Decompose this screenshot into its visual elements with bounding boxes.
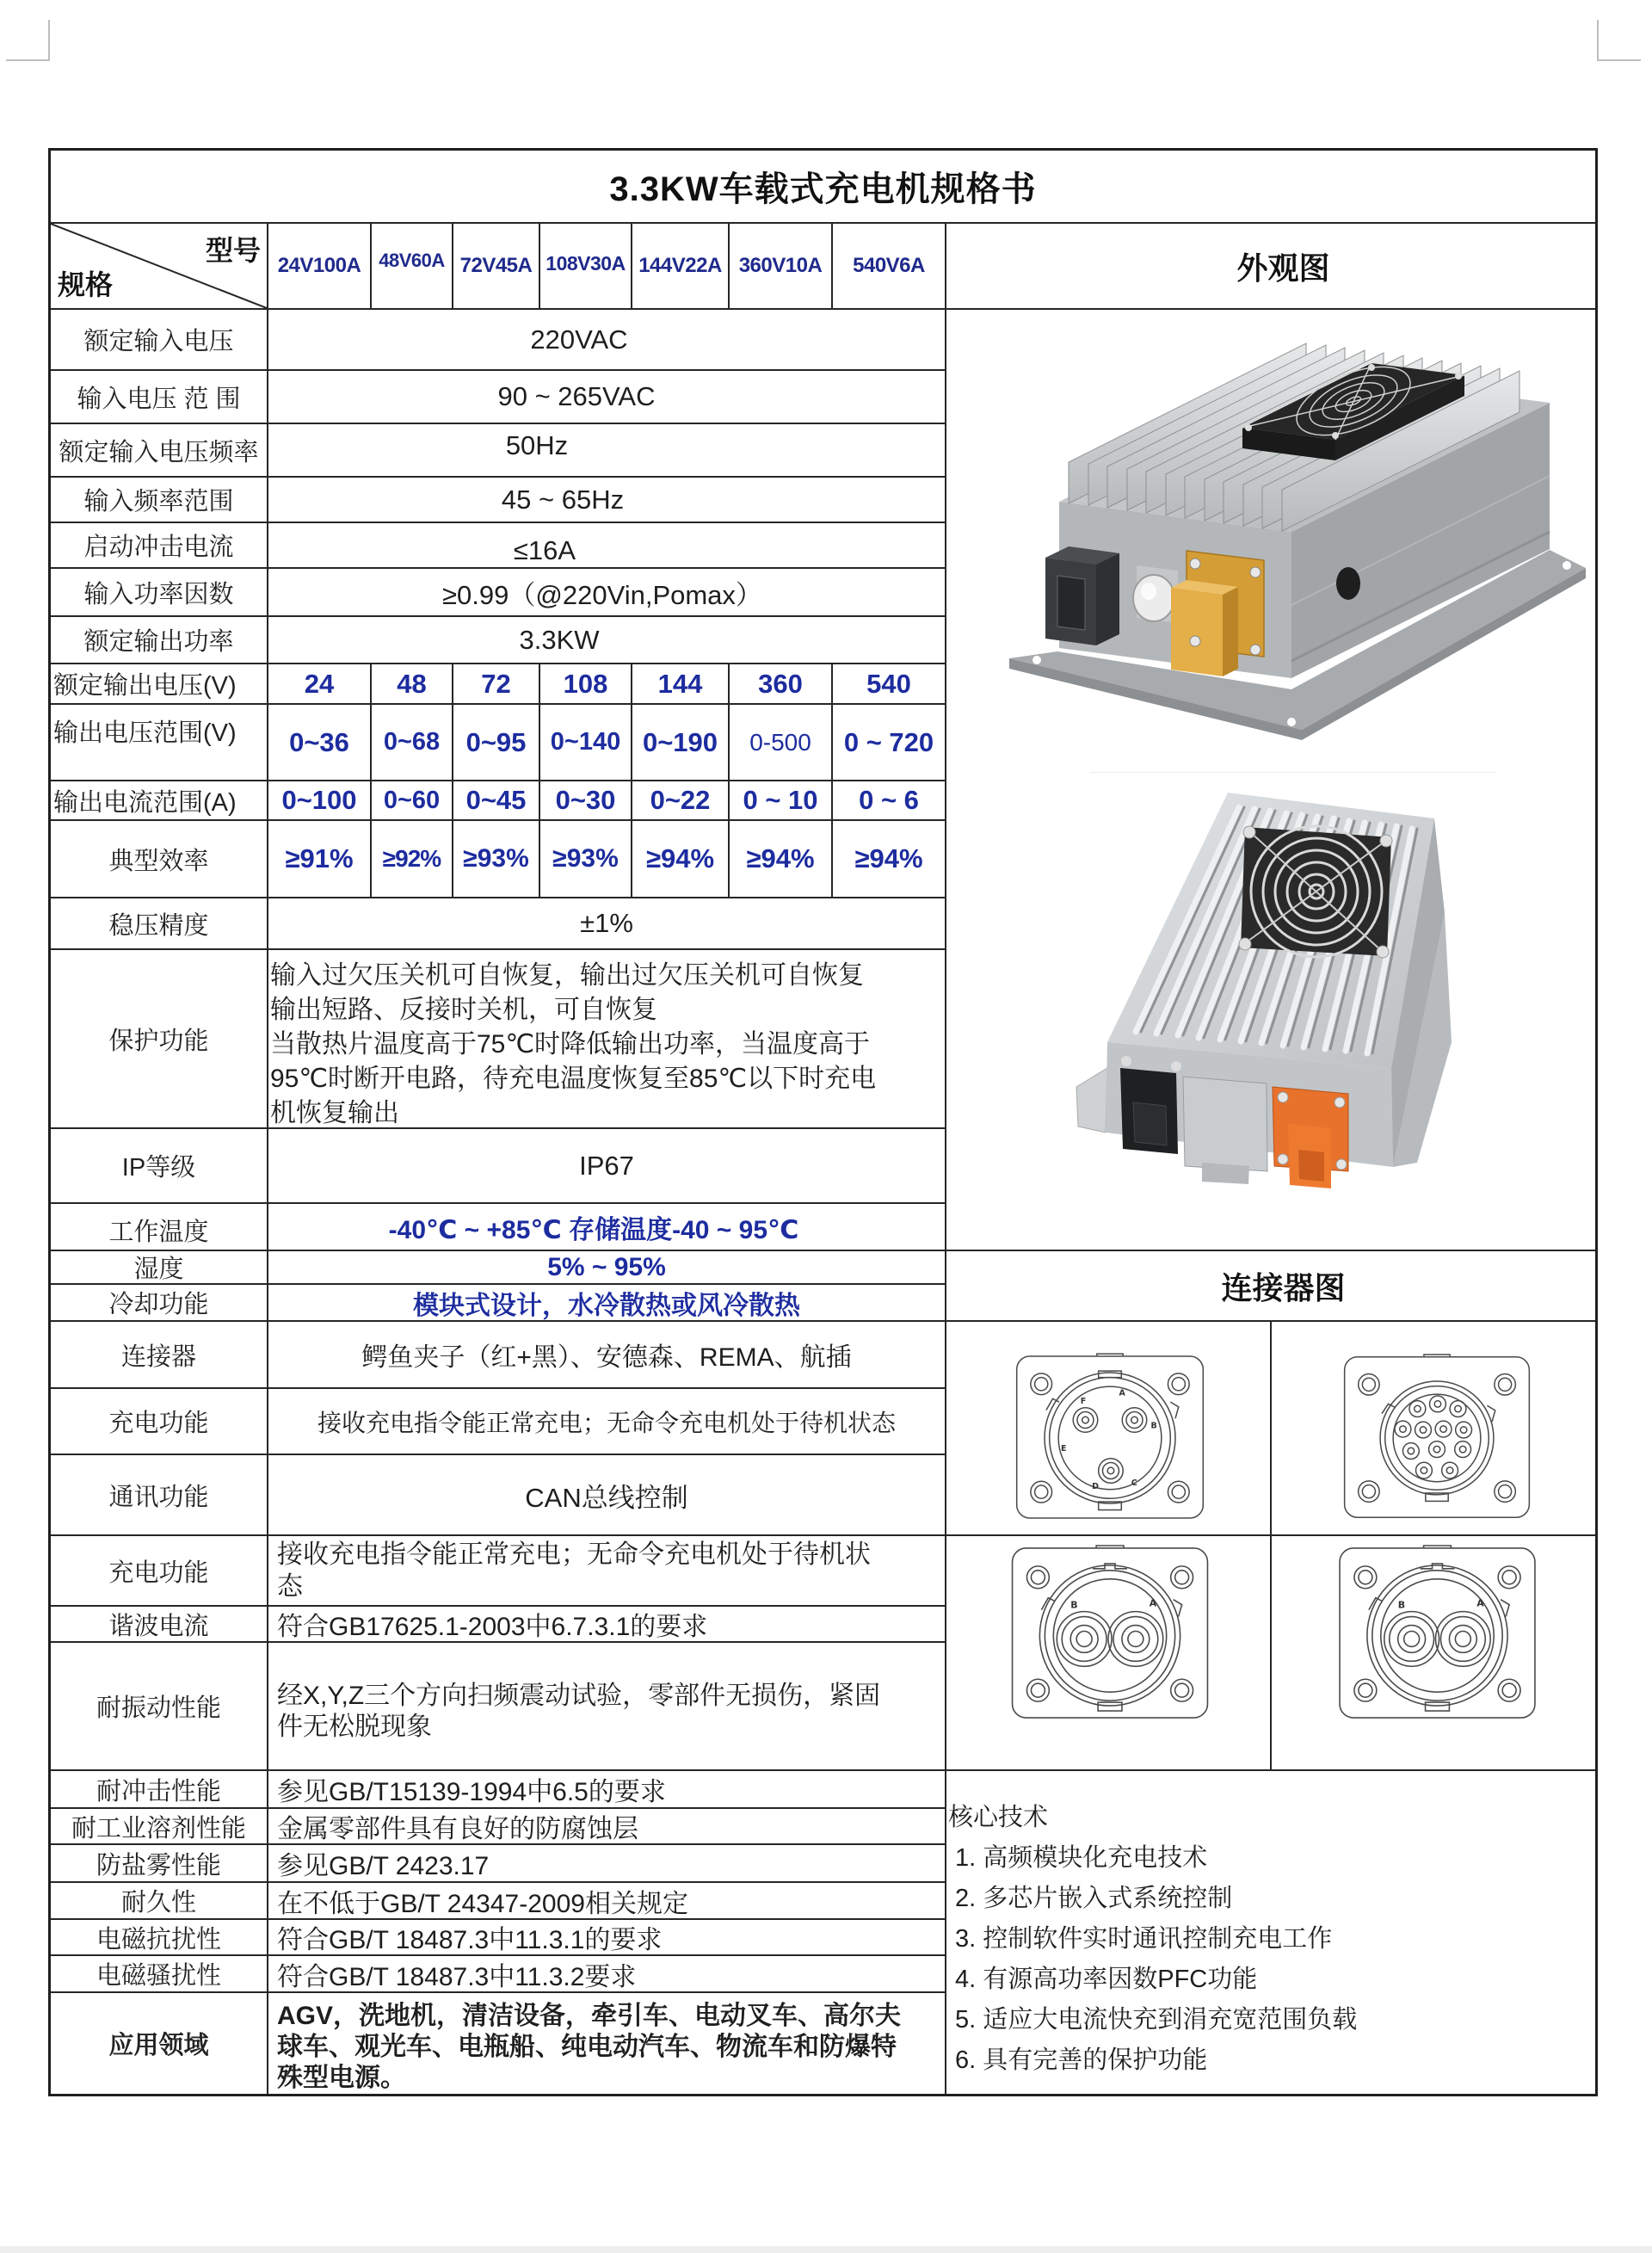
model-header-108v30a: 108V30A (539, 222, 632, 310)
spec-value-emc-immunity: 符合GB/T 18487.3中11.3.1的要求 (267, 1918, 946, 1956)
pin-label: F (1080, 1397, 1087, 1407)
core-technology-panel (945, 1769, 1598, 2096)
pin-label: B (1070, 1599, 1078, 1611)
spec-label-durability: 耐久性 (49, 1881, 268, 1920)
pin-label: E (1061, 1444, 1067, 1454)
spec-value-emc-emission: 符合GB/T 18487.3中11.3.2要求 (267, 1954, 946, 1993)
spec-value-humidity: 5% ~ 95% (267, 1250, 946, 1285)
connector-diagram-title: 连接器图 (945, 1250, 1598, 1322)
photo-separator-line (1090, 772, 1496, 773)
model-axis-label: 型号 (206, 235, 262, 266)
efficiency-cell: ≥91% (267, 819, 372, 898)
appearance-title: 外观图 (945, 222, 1598, 310)
core-technology-item: 6. 具有完善的保护功能 (955, 2046, 1208, 2074)
spec-value-inrush-current: ≤16A (267, 522, 946, 569)
charging-function-line: 接收充电指令能正常充电；无命令充电机处于待机状 (277, 1540, 871, 1569)
spec-value-shock: 参见GB/T15139-1994中6.5的要求 (267, 1769, 946, 1809)
core-technology-item: 2. 多芯片嵌入式系统控制 (955, 1885, 1233, 1912)
spec-label-charging-function: 充电功能 (49, 1387, 268, 1455)
output-label-voltage-range: 输出电压范围(V) (49, 703, 268, 781)
connector-cell-4 (1270, 1534, 1597, 1771)
core-technology-item: 3. 控制软件实时通讯控制充电工作 (955, 1925, 1333, 1953)
core-technology-item: 1. 高频模块化充电技术 (955, 1844, 1208, 1872)
charger-silver-orange-connector-photo (1073, 784, 1454, 1192)
output-rated-voltage-cell: 540 (831, 663, 946, 705)
output-voltage-range-cell: 0~95 (452, 703, 540, 781)
efficiency-cell: ≥94% (728, 819, 833, 898)
spec-label-vibration: 耐振动性能 (49, 1641, 268, 1771)
spec-value-input-power-factor: ≥0.99（@220Vin,Pomax） (267, 567, 946, 617)
spec-value-charging-function-2 (267, 1534, 946, 1607)
efficiency-cell: ≥92% (370, 819, 453, 898)
spec-label-humidity: 湿度 (49, 1250, 268, 1285)
spec-value-regulation-accuracy: ±1% (267, 897, 946, 950)
spec-label-inrush-current: 启动冲击电流 (49, 522, 268, 569)
pin-label: A (1149, 1597, 1157, 1609)
spec-value-input-frequency-range: 45 ~ 65Hz (267, 476, 946, 523)
spec-value-input-voltage-range: 90 ~ 265VAC (267, 369, 946, 424)
core-technology-item: 4. 有源高功率因数PFC功能 (955, 1966, 1258, 1993)
protection-line: 95℃时断开电路，待充电温度恢复至85℃以下时充电 (270, 1065, 877, 1093)
spec-value-charging-function: 接收充电指令能正常充电；无命令充电机处于待机状态 (267, 1387, 946, 1455)
2-pin-power-connector-icon (1334, 1543, 1541, 1723)
output-current-range-cell: 0~100 (267, 780, 372, 821)
output-voltage-range-cell: 0~68 (370, 703, 453, 781)
vibration-line: 件无松脱现象 (277, 1712, 432, 1741)
spec-value-operating-temperature: -40℃ ~ +85℃ 存储温度-40 ~ 95℃ (267, 1202, 946, 1251)
spec-value-communication: CAN总线控制 (267, 1454, 946, 1536)
spec-label-applications: 应用领域 (49, 1991, 268, 2096)
pin-label: B (1397, 1599, 1406, 1611)
output-label-efficiency: 典型效率 (49, 819, 268, 898)
protection-line: 输出短路、反接时关机，可自恢复 (270, 996, 657, 1024)
output-current-range-cell: 0~22 (631, 780, 730, 821)
core-technology-title: 核心技术 (948, 1804, 1049, 1831)
efficiency-cell: ≥94% (631, 819, 730, 898)
spec-label-cooling: 冷却功能 (49, 1283, 268, 1322)
spec-label-input-voltage-range: 输入电压 范 围 (49, 369, 268, 424)
efficiency-cell: ≥94% (831, 819, 946, 898)
spec-label-protection: 保护功能 (49, 948, 268, 1129)
spec-label-input-power-factor: 输入功率因数 (49, 567, 268, 617)
spec-value-rated-input-frequency: 50Hz (267, 423, 946, 478)
model-header-24v100a: 24V100A (267, 222, 372, 310)
spec-label-ip-rating: IP等级 (49, 1127, 268, 1204)
output-rated-voltage-cell: 108 (539, 663, 632, 705)
output-current-range-cell: 0~30 (539, 780, 632, 821)
output-voltage-range-cell: 0~140 (539, 703, 632, 781)
spec-label-salt-spray: 防盐雾性能 (49, 1843, 268, 1883)
spec-value-protection (267, 948, 946, 1129)
spec-label-solvent-resistance: 耐工业溶剂性能 (49, 1807, 268, 1845)
spec-value-ip-rating: IP67 (267, 1127, 946, 1204)
spec-label-regulation-accuracy: 稳压精度 (49, 897, 268, 950)
vibration-line: 经X,Y,Z三个方向扫频震动试验，零部件无损伤，紧固 (277, 1681, 881, 1710)
crop-mark-top-right (1597, 20, 1641, 61)
spec-label-shock: 耐冲击性能 (49, 1769, 268, 1809)
model-header-48v60a: 48V60A (370, 222, 453, 310)
model-header-360v10a: 360V10A (728, 222, 833, 310)
pin-label: D (1092, 1481, 1099, 1491)
spec-label-connector: 连接器 (49, 1320, 268, 1389)
output-voltage-range-cell: 0~190 (631, 703, 730, 781)
spec-label-rated-input-frequency: 额定输入电压频率 (49, 423, 268, 478)
spec-label-operating-temperature: 工作温度 (49, 1202, 268, 1251)
efficiency-cell: ≥93% (539, 819, 632, 898)
spec-value-cooling: 模块式设计，水冷散热或风冷散热 (267, 1283, 946, 1322)
output-current-range-cell: 0 ~ 10 (728, 780, 833, 821)
model-header-144v22a: 144V22A (631, 222, 730, 310)
output-rated-voltage-cell: 144 (631, 663, 730, 705)
spec-label-rated-input-voltage: 额定输入电压 (49, 308, 268, 371)
crop-mark-top-left (6, 20, 50, 61)
output-current-range-cell: 0~60 (370, 780, 453, 821)
spec-label-emc-emission: 电磁骚扰性 (49, 1954, 268, 1993)
output-rated-voltage-cell: 360 (728, 663, 833, 705)
spec-value-rated-input-voltage: 220VAC (267, 308, 946, 371)
header-diagonal-cell (49, 222, 268, 310)
output-current-range-cell: 0 ~ 6 (831, 780, 946, 821)
pin-label: A (1476, 1597, 1484, 1609)
spec-value-vibration (267, 1641, 946, 1771)
spec-value-durability: 在不低于GB/T 24347-2009相关规定 (267, 1881, 946, 1920)
document-title: 3.3KW车载式充电机规格书 (49, 149, 1597, 224)
core-technology-item: 5. 适应大电流快充到涓充宽范围负载 (955, 2006, 1358, 2034)
spec-label-communication: 通讯功能 (49, 1454, 268, 1536)
6-pin-circular-connector-icon (1012, 1351, 1208, 1523)
spec-label-emc-immunity: 电磁抗扰性 (49, 1918, 268, 1956)
spec-value-rated-output-power: 3.3KW (267, 615, 946, 664)
2-pin-power-connector-icon (1007, 1543, 1213, 1723)
charging-function-line: 态 (277, 1572, 303, 1601)
model-header-72v45a: 72V45A (452, 222, 540, 310)
spec-value-harmonic-current: 符合GB17625.1-2003中6.7.3.1的要求 (267, 1605, 946, 1643)
spec-value-connector: 鳄鱼夹子（红+黑）、安德森、REMA、航插 (267, 1320, 946, 1389)
protection-line: 当散热片温度高于75℃时降低输出功率，当温度高于 (270, 1030, 871, 1059)
spec-value-applications (267, 1991, 946, 2096)
model-header-540v6a: 540V6A (831, 222, 946, 310)
pin-label: B (1150, 1421, 1157, 1431)
output-rated-voltage-cell: 24 (267, 663, 372, 705)
applications-line: 球车、观光车、电瓶船、纯电动汽车、物流车和防爆特 (277, 2033, 897, 2061)
spec-label-harmonic-current: 谐波电流 (49, 1605, 268, 1643)
spec-label-charging-function-2: 充电功能 (49, 1534, 268, 1607)
output-rated-voltage-cell: 72 (452, 663, 540, 705)
applications-line: 殊型电源。 (277, 2064, 406, 2092)
spec-value-solvent-resistance: 金属零部件具有良好的防腐蚀层 (267, 1807, 946, 1845)
protection-line: 输入过欠压关机可自恢复，输出过欠压关机可自恢复 (270, 961, 864, 990)
12-pin-circular-connector-icon (1340, 1351, 1534, 1523)
connector-cell-3 (945, 1534, 1272, 1771)
page-bottom-edge (0, 2246, 1652, 2253)
connector-cell-1 (945, 1320, 1272, 1536)
pin-label: A (1119, 1388, 1125, 1398)
spec-label-rated-output-power: 额定输出功率 (49, 615, 268, 664)
output-label-rated-voltage: 额定输出电压(V) (49, 663, 268, 705)
protection-line: 机恢复输出 (270, 1099, 399, 1127)
pin-label: C (1131, 1478, 1137, 1489)
efficiency-cell: ≥93% (452, 819, 540, 898)
output-label-current-range: 输出电流范围(A) (49, 780, 268, 821)
connector-cell-2 (1270, 1320, 1597, 1536)
charger-gray-gold-connector-photo (1008, 321, 1588, 754)
spec-value-salt-spray: 参见GB/T 2423.17 (267, 1843, 946, 1883)
output-current-range-cell: 0~45 (452, 780, 540, 821)
output-voltage-range-cell: 0 ~ 720 (831, 703, 946, 781)
spec-axis-label: 规格 (58, 269, 114, 300)
output-voltage-range-cell: 0~36 (267, 703, 372, 781)
output-voltage-range-cell: 0-500 (728, 703, 833, 781)
output-rated-voltage-cell: 48 (370, 663, 453, 705)
applications-line: AGV，洗地机，清洁设备，牵引车、电动叉车、高尔夫 (277, 2002, 902, 2030)
spec-label-input-frequency-range: 输入频率范围 (49, 476, 268, 523)
